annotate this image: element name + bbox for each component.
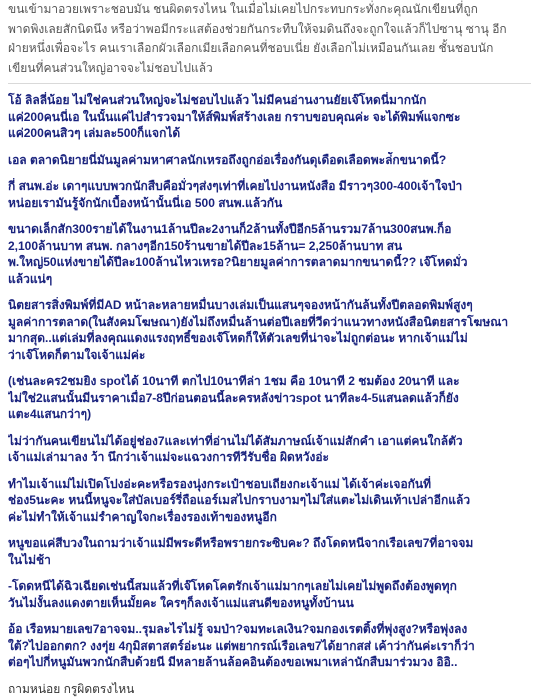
reply-paragraph-10 bbox=[8, 578, 531, 611]
paragraph-line: กี่ สนพ.อ่ะ เดาๆแบบพวกนักสืบคือมั่วๆส่งๆเท่าที่เคยไปงานหนังสือ มีราวๆ300-400เจ้าใจป่า bbox=[8, 178, 531, 195]
reply-paragraph-1 bbox=[8, 92, 531, 142]
paragraph-line: นิตยสารสิ่งพิมพ์ที่มีAD หน้าละหลายหมื่นบางเล่มเป็นแสนๆจองหน้ากันล้นทั้งปีตลอดพิมพ์สูงๆ bbox=[8, 297, 531, 314]
quote-line: ขนเข้ามาอวยเพราะชอบมัน ชนผิดตรงไหน ในเมื่อไม่เคยไปกระทบกระทั่งกะคุณนักเขียนที่ถูก bbox=[8, 0, 531, 20]
paragraph-line: โอ้ ลิลลี่น้อย ไม่ใช่คนส่วนใหญ่จะไม่ชอบไปแล้ว ไม่มีคนอ่านงานยัยเจ๊โหดนี่มากนัก bbox=[8, 92, 531, 109]
quote-line: พาดพิงเลยสักนิดนึง หรือว่าพอมีกระแสต้องช่วยกันกระทืบให้จมดินถึงจะถูกใจแล้วก็ไปซานุ ซานุ อีก bbox=[8, 20, 531, 40]
paragraph-line: แล้วแน่ๆ bbox=[8, 271, 531, 288]
reply-paragraph-3 bbox=[8, 178, 531, 211]
quote-line: ฝ่ายหนึ่งเพื่อจะไร คนเราเลือกผัวเลือกเมียเลือกคนที่ชอบเนี่ย ยังเลือกไม่เหมือนกันเลย ชั้นชอบนัก bbox=[8, 39, 531, 59]
quoted-text bbox=[8, 0, 531, 78]
paragraph-line: ไม่ใช่2แสนนั้นมีนราคาเมื่อ7-8ปีก่อนตอนนี้ละครหลังข่าวspot นาทีละ4-5แสนลดแล้วก็ยัง bbox=[8, 390, 531, 407]
reply-paragraph-6 bbox=[8, 373, 531, 423]
paragraph-line: มากสุด..แต่เล่มที่ลงคุณแดงแรงฤทธิ์ของเจ๊โหดก็ให้ตัวเลขที่น่าจะไม่ถูกต่อนะ หากเจ้าแม่ไม่ bbox=[8, 330, 531, 347]
paragraph-line: ทำไมเจ้าแม่ไม่เปิดโปงอ่ะคะหรือรองนุ่งกระเป๋าชอบเถียงกะเจ้าแม่ ได้เจ้าค่ะเจอกันที่ bbox=[8, 476, 531, 493]
quote-divider bbox=[8, 83, 531, 84]
paragraph-line: ในไม่ช้า bbox=[8, 552, 531, 569]
paragraph-line: หน่อยเรามันรู้จักนักเบื้องหน้านั้นนี่เอ 500 สนพ.แล้วกัน bbox=[8, 195, 531, 212]
reply-paragraph-7 bbox=[8, 433, 531, 466]
paragraph-line: เอล ตลาดนิยายนี่มันมูลค่ามหาศาลนักเหรอถึงถูกอ่อเรื่องกันดุเดือดเลือดพะล่ักขนาดนี้? bbox=[8, 152, 531, 169]
paragraph-line: แค่200คนนี่เอ ในนั้นแค่ไปสำรวจมาให้ส์พิมพ์สร้างเลย กราบขอบคุณค่ะ จะได้พิมพ์แจกซะ bbox=[8, 109, 531, 126]
paragraph-line: แตะ4แสนกว่าๆ) bbox=[8, 406, 531, 423]
paragraph-line: ไม่ว่ากันคนเขียนไม่ได้อยู่ช่อง7และเท่าที่อ่านไม่ได้สัมภาษณ์เจ้าแม่สักคำ เอาแต่คนใกล้ตัว bbox=[8, 433, 531, 450]
paragraph-line: แค่200คนสิวๆ เล่มละ500ก็แจกได้ bbox=[8, 125, 531, 142]
reply-paragraph-5 bbox=[8, 297, 531, 363]
reply-paragraph-9 bbox=[8, 535, 531, 568]
paragraph-line: ขนาดเล็กสัก300รายได้ในงาน1ล้านปีละ2งานก็2ล้านทั้งปีอีก5ล้านรวม7ล้าน300สนพ.ก็อ bbox=[8, 221, 531, 238]
reply-paragraph-4 bbox=[8, 221, 531, 287]
reply-paragraph-11 bbox=[8, 621, 531, 671]
paragraph-line: ช่อง5นะคะ หนนี้หนูจะใส่บัลเบอร์รี่ถือแอร์เมสไปกราบงามๆไม่ใส่แตะไม่เดินเท้าเปล่าอีกแล้ว bbox=[8, 492, 531, 509]
paragraph-line: ว่าเจ๊โหดก็ตามใจเจ้าแม่ค่ะ bbox=[8, 347, 531, 364]
signature-line bbox=[8, 681, 531, 697]
paragraph-line: 2,100ล้านบาท สนพ. กลางๆอีก150ร้านขายได้ปีละ15ล้าน= 2,250ล้านบาท สน bbox=[8, 238, 531, 255]
reply-paragraph-2 bbox=[8, 152, 531, 169]
paragraph-line: อ้อ เรือหมายเลข7อาจจม..รุมละไรไม่รู้ จมป่า?จมทะเลเงิน?จมกองเรตติ้งที่พุ่งสูง?หรือพุ่งลง bbox=[8, 621, 531, 638]
paragraph-line: เจ้าแม่เล่ามาลง ว้า นึกว่าเจ้าแม่จะแฉวงการทีวีรับชื่อ ผิดหวังอ่ะ bbox=[8, 449, 531, 466]
paragraph-line: ถามหน่อย กรูผิดตรงไหน bbox=[8, 681, 531, 697]
paragraph-line: ค่ะไม่ทำให้เจ้าแม่รำคาญใจกะเรื่องรองเท้าของหนูอีก bbox=[8, 509, 531, 526]
paragraph-line: (เช่นละคร2ชมยิง spotได้ 10นาที ตกไป10นาทีล่า 1ชม คือ 10นาที 2 ชมต้อง 20นาที และ bbox=[8, 373, 531, 390]
reply-paragraph-8 bbox=[8, 476, 531, 526]
paragraph-line: พ.ใหญ่50แห่งขายได้ปีละ100ล้านไหวเหรอ?นิยายมูลค่าการตลาดมากขนาดนี้?? เจ๊โหดมั่ว bbox=[8, 254, 531, 271]
quote-line: เขียนที่คนส่วนใหญ่อาจจะไม่ชอบไปแล้ว bbox=[8, 59, 531, 79]
paragraph-line: ต่อๆไปกี่หนูมันพวกนักสืบด้วยนี มีหลายล้านล้อคอินต้องขอเพมาเหล่านักสืบมาร่วมวง อิอิ.. bbox=[8, 654, 531, 671]
paragraph-line: ใต้?ไปออกตก? งงๆุ่ย 4กุมิสตาสตร์อ่ะนะ แต่พยากรณ์เรือเลข7ได้ยากสส่ เค้าว่ากันค่ะเราก็ว่า bbox=[8, 638, 531, 655]
paragraph-line: หนูขอแค่สีบวงในถามว่าเจ้าแม่มีพระดีหรือพรายกระซิบคะ? ถึงโดดหนีจากเรือเลข7ที่อาจจม bbox=[8, 535, 531, 552]
paragraph-line: มูลค่าการตลาด(ในสังคมโฆษณา)ยังไม่ถึงหมื่นล้านต่อปีเลยที่วีดว่าแนวทางหนังสือนิตยสารโฆษณา bbox=[8, 314, 531, 331]
paragraph-line: -โดดหนีได้ฉิวเฉียดเช่นนี้สมแล้วที่เจ๊โหดโคตรักเจ้าแม่มากๆเลยไม่เคยไม่พูดถึงต้องพูดทุก bbox=[8, 578, 531, 595]
paragraph-line: วันไม่งั้นลงแดงตายเห็นมั้ยคะ ใครๆก็ลงเจ้าแม่แสนดีของหนูทั้งบ้านน bbox=[8, 595, 531, 612]
